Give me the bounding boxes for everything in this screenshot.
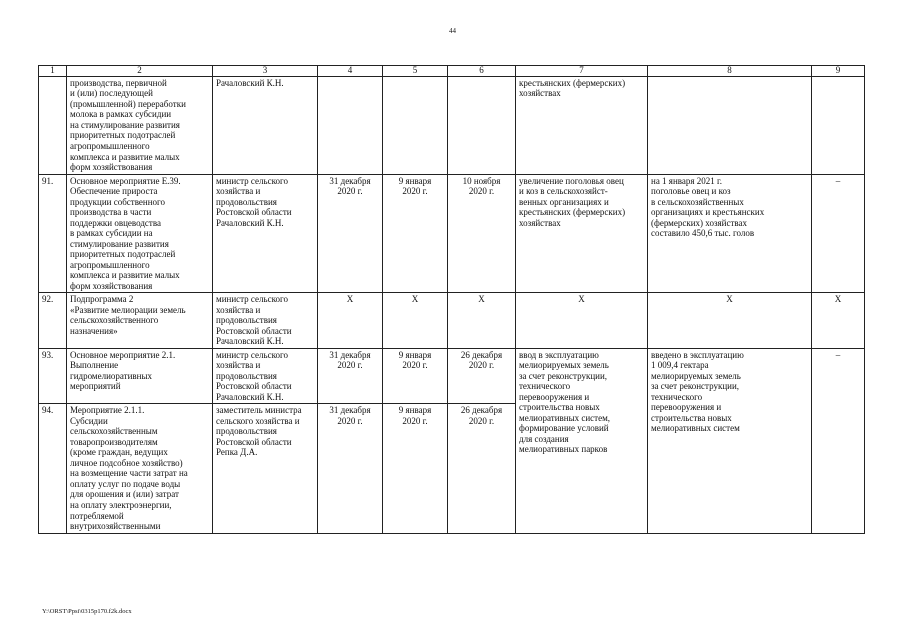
measures-table [38, 65, 865, 534]
actual-result: на 1 января 2021 г. поголовье овец и коз в сельскохозяйственных организациях и крестьянских (фермерских) хозяйствах составило 450,6 тыс. голов [648, 174, 812, 293]
actual-end-date [448, 76, 516, 174]
page-number: 44 [449, 27, 456, 35]
column-number-row [39, 66, 865, 77]
measure-name: Мероприятие 2.1.1. Субсидии сельскохозяйственным товаропроизводителям (кроме граждан, ведущих личное подсобное хозяйство) на возмещение части затрат на оплату услуг по подаче воды для орошения и (или) затрат на оплату электроэнергии, потребляемой внутрихозяйственными [67, 404, 213, 533]
column-header: 6 [448, 66, 516, 77]
row-number: 93. [39, 348, 67, 404]
table-row [39, 293, 865, 349]
actual-result: Х [648, 293, 812, 349]
expected-result: Х [516, 293, 648, 349]
column-header: 3 [213, 66, 318, 77]
column-header: 8 [648, 66, 812, 77]
column-header: 5 [383, 66, 448, 77]
planned-end-date: 31 декабря 2020 г. [318, 348, 383, 404]
actual-result: введено в эксплуатацию 1 009,4 гектара мелиорируемых земель за счет реконструкции, технического перевооружения и строительства новых мелиоративных систем [648, 348, 812, 533]
actual-start-date: 9 января 2020 г. [383, 404, 448, 533]
actual-end-date: 10 ноября 2020 г. [448, 174, 516, 293]
table-row [39, 348, 865, 404]
measure-name: Основное мероприятие 2.1. Выполнение гидромелиоративных мероприятий [67, 348, 213, 404]
actual-end-date: 26 декабря 2020 г. [448, 404, 516, 533]
expected-result: крестьянских (фермерских) хозяйствах [516, 76, 648, 174]
actual-start-date: 9 января 2020 г. [383, 174, 448, 293]
planned-end-date [318, 76, 383, 174]
notes [812, 76, 865, 174]
column-header: 9 [812, 66, 865, 77]
planned-end-date: 31 декабря 2020 г. [318, 174, 383, 293]
notes: – [812, 174, 865, 293]
responsible-executor: министр сельского хозяйства и продовольствия Ростовской области Рачаловский К.Н. [213, 293, 318, 349]
table-row [39, 174, 865, 293]
column-header: 7 [516, 66, 648, 77]
actual-end-date: Х [448, 293, 516, 349]
responsible-executor: Рачаловский К.Н. [213, 76, 318, 174]
measure-name: Основное мероприятие Е.39. Обеспечение прироста продукции собственного производства в части поддержки овцеводства в рамках субсидии на стимулирование развития приоритетных подотраслей агропромышленного комплекса и развитие малых форм хозяйствования [67, 174, 213, 293]
actual-start-date [383, 76, 448, 174]
column-header: 4 [318, 66, 383, 77]
measure-name: Подпрограмма 2 «Развитие мелиорации земель сельскохозяйственного назначения» [67, 293, 213, 349]
responsible-executor: министр сельского хозяйства и продовольствия Ростовской области Рачаловский К.Н. [213, 174, 318, 293]
actual-start-date: 9 января 2020 г. [383, 348, 448, 404]
responsible-executor: заместитель министра сельского хозяйства и продовольствия Ростовской области Репка Д.А. [213, 404, 318, 533]
actual-start-date: Х [383, 293, 448, 349]
planned-end-date: Х [318, 293, 383, 349]
row-number: 91. [39, 174, 67, 293]
expected-result: ввод в эксплуатацию мелиорируемых земель за счет реконструкции, технического перевооружения и строительства новых мелиоративных систем, формирование условий для создания мелиоративных парков [516, 348, 648, 533]
expected-result: увеличение поголовья овец и коз в сельскохозяйст- венных организациях и крестьянских (фермерских) хозяйствах [516, 174, 648, 293]
notes: Х [812, 293, 865, 349]
column-header: 2 [67, 66, 213, 77]
actual-result [648, 76, 812, 174]
column-header: 1 [39, 66, 67, 77]
responsible-executor: министр сельского хозяйства и продовольствия Ростовской области Рачаловский К.Н. [213, 348, 318, 404]
actual-end-date: 26 декабря 2020 г. [448, 348, 516, 404]
row-number [39, 76, 67, 174]
row-number: 92. [39, 293, 67, 349]
planned-end-date: 31 декабря 2020 г. [318, 404, 383, 533]
table-row [39, 76, 865, 174]
notes: – [812, 348, 865, 533]
measure-name: производства, первичной и (или) последующей (промышленной) переработки молока в рамках субсидии на стимулирование развития приоритетных подотраслей агропромышленного комплекса и развитие малых форм хозяйствования [67, 76, 213, 174]
file-path-footer: Y:\ORST\Ppsi\0315p170.f2k.docx [42, 608, 132, 615]
row-number: 94. [39, 404, 67, 533]
